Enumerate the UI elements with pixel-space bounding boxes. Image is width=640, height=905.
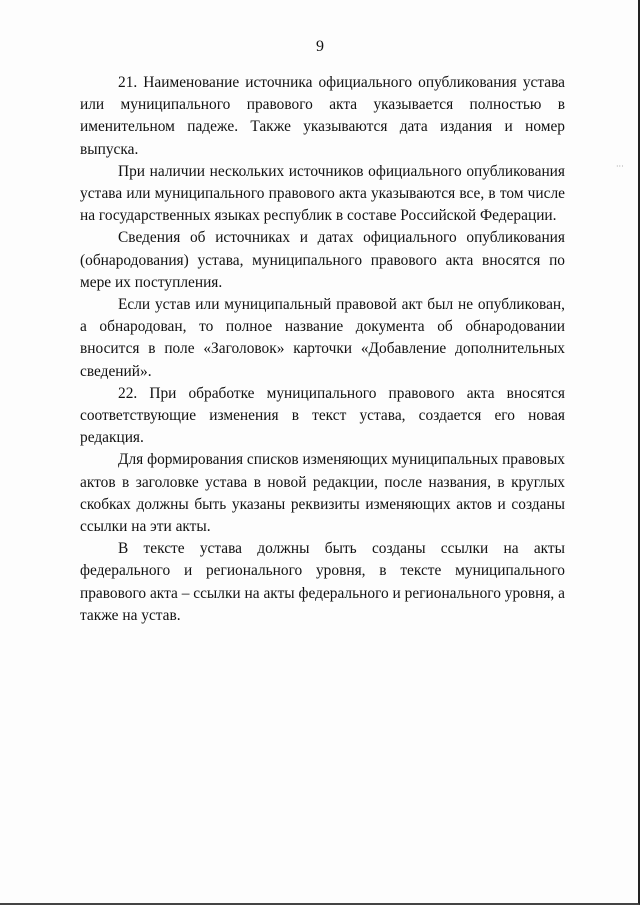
scan-artifact: ·‧·: [616, 162, 624, 171]
page-number: 9: [316, 38, 324, 55]
paragraph-not-published: Если устав или муниципальный правовой акт был не опубликован, а обнародован, то полное название документа об обнародовании вносится в поле «Заголовок» карточки «Добавление дополнительных сведений».: [80, 296, 565, 380]
paragraph-source-dates: Сведения об источниках и датах официального опубликования (обнародования) устава, муниципального правового акта вносятся по мере их поступления.: [80, 229, 565, 291]
paragraph-links-in-text: В тексте устава должны быть созданы ссылки на акты федерального и регионального уровня, в тексте муниципального правового акта – ссылки на акты федерального и регионального уровня, а также на устав.: [80, 540, 565, 624]
paragraph-21-source-name: 21. Наименование источника официального опубликования устава или муниципального правового акта указывается полностью в именительном падеже. Также указываются дата издания и номер выпуска.: [80, 74, 565, 158]
document-body: [80, 72, 565, 627]
paragraph-multiple-sources: При наличии нескольких источников официального опубликования устава или муниципального правового акта указываются все, в том числе на государственных языках республик в составе Российской Федерации.: [80, 162, 565, 225]
paragraph-amending-acts-list: Для формирования списков изменяющих муниципальных правовых актов в заголовке устава в новой редакции, после названия, в круглых скобках должны быть указаны реквизиты изменяющих актов и созданы ссылки на эти акты.: [80, 451, 565, 536]
paragraph-22-processing: 22. При обработке муниципального правового акта вносятся соответствующие изменения в текст устава, создается его новая редакция.: [80, 384, 565, 447]
